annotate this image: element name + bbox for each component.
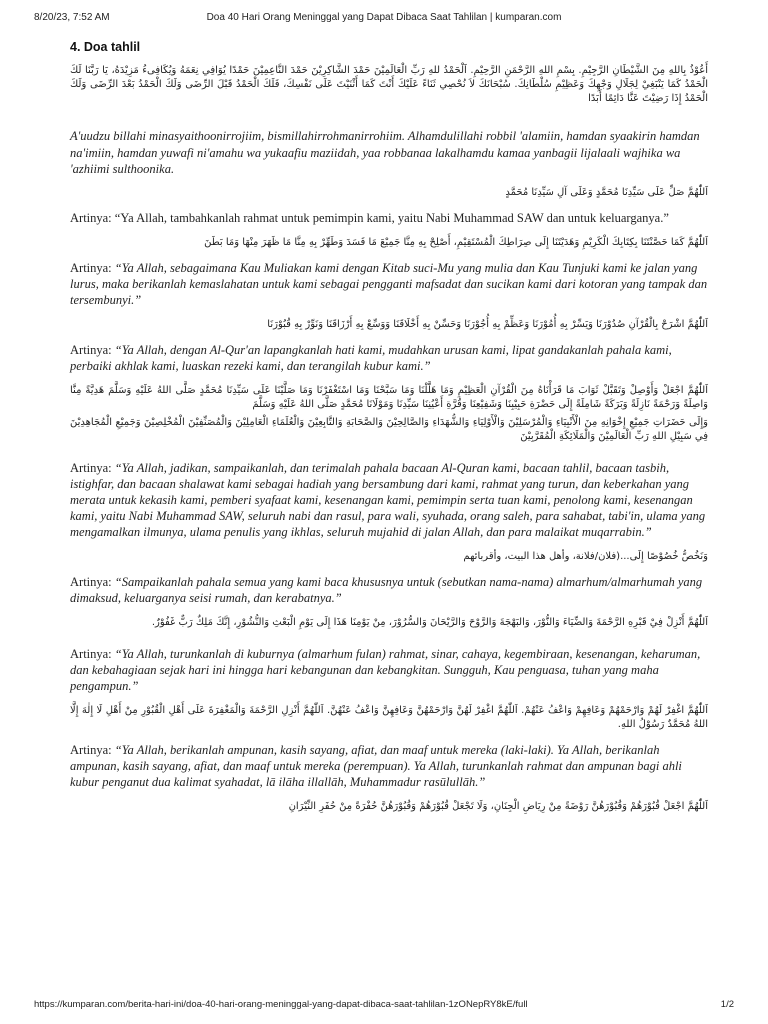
article-content [70, 40, 708, 824]
artinya-label: Artinya: [70, 342, 115, 357]
artinya-label: Artinya: [70, 574, 115, 589]
translation-paragraph [70, 460, 708, 540]
arabic-text: اَللّٰهُمَّ أَنْزِلْ فِيْ قَبْرِهِ الرَّحْمَةَ وَالضِّيَاءَ وَالنُّوْرَ، وَالبَهْجَةَ وَالرَّوْحَ وَالرَّيْحَانَ وَالسُّرُوْرَ، مِنْ يَوْمِنَا هَذَا إِلَى يَوْمِ الْبَعْثِ وَالنُّشُوْرِ، إِنَّكَ مَلِكٌ رَبٌّ غَفُوْرٌ. [151, 616, 708, 628]
arabic-text: اَللّٰهُمَّ اشْرَحْ بِالْقُرْآنِ صُدُوْرَنَا وَيَسِّرْ بِهِ أُمُوْرَنَا وَعَظِّمْ بِهِ أُجُوْرَنَا وَحَسِّنْ بِهِ أَخْلَاقَنَا وَوَسِّعْ بِهِ أَرْزَاقَنَا وَنَوِّرْ بِهِ قُبُوْرَنَا [267, 318, 708, 330]
artinya-label: Artinya: [70, 460, 115, 475]
page-url: https://kumparan.com/berita-hari-ini/doa-40-hari-orang-meninggal-yang-dapat-dibaca-saat-tahlilan-1zONepRY8kE/full [34, 999, 528, 1010]
translation-paragraph [70, 574, 708, 606]
page-number: 1/2 [720, 999, 734, 1010]
arabic-text: اَللّٰهُمَّ اغْفِرْ لَهُمْ وَارْحَمْهُمْ وَعَافِهِمْ وَاعْفُ عَنْهُمْ. اَللّٰهُمَّ اغْفِرْ لَهُنَّ وَارْحَمْهُنَّ وَعَافِهِنَّ وَاعْفُ عَنْهُنَّ. اَللّٰهُمَّ أَنْزِلِ الرَّحْمَةَ وَالْمَغْفِرَةَ عَلَى أَهْلِ الْقُبُوْرِ مِنْ أَهْلِ لَا إِلٰهَ إِلَّا اللهُ مُحَمَّدٌ رَسُوْلُ اللهِ. [70, 704, 708, 730]
print-footer [34, 999, 734, 1010]
print-header [34, 12, 734, 23]
arabic-text: اَللّٰهُمَّ كَمَا حَصَّنْتَنَا بِكِتَابِكَ الْكَرِيْمِ وَهَدَيْتَنَا إِلَى صِرَاطِكَ الْمُسْتَقِيْمِ، أَصْلِحْ بِهِ مِنَّا جَمِيْعَ مَا فَسَدَ وَطَهِّرْ بِهِ مِنَّا مَا ظَهَرَ مِنْهَا وَمَا بَطَنَ [204, 236, 708, 248]
arabic-text: اَللّٰهُمَّ اجْعَلْ وَأَوْصِلْ وَتَقَبَّلْ ثَوَابَ مَا قَرَأْنَاهُ مِنَ الْقُرْآنِ الْعَظِيْمِ وَمَا هَلَّلْنَا وَمَا سَبَّحْنَا وَمَا اسْتَغْفَرْنَا وَمَا صَلَّيْنَا عَلَى سَيِّدِنَا مُحَمَّدٍ صَلَّى اللهُ عَلَيْهِ وَسَلَّمَ هَدِيَّةً مِنَّا وَاصِلَةً وَرَحْمَةً نَازِلَةً وَبَرَكَةً شَامِلَةً إِلَى حَضْرَةِ حَبِيْبِنَا وَشَفِيْعِنَا وَقُرَّةِ أَعْيُنِنَا سَيِّدِنَا وَمَوْلَانَا مُحَمَّدٍ صَلَّى اللهُ عَلَيْهِ وَسَلَّمَ [70, 384, 708, 410]
translation-paragraph [70, 646, 708, 694]
translation-text: “Ya Allah, sebagaimana Kau Muliakan kami dengan Kitab suci-Mu yang mulia dan Kau Tunjuki kami ke jalan yang lurus, maka berikanlah kemaslahatan untuk kami sebagai pengganti mafsadat dan sucikan kami dari kotoran yang tampak dan tersembunyi.” [70, 260, 708, 307]
translation-text: “Sampaikanlah pahala semua yang kami baca khususnya untuk (sebutkan nama-nama) almarhum/almarhumah yang dimaksud, keluarganya seisi rumah, dan kerabatnya.” [70, 574, 703, 605]
arabic-text: وَإِلَى حَضَرَاتِ جَمِيْعِ إِخْوَانِهِ مِنَ الْأَنْبِيَاءِ وَالْمُرْسَلِيْنَ وَالْأَوْلِيَاءِ وَالشُّهَدَاءِ وَالصَّالِحِيْنَ وَالصَّحَابَةِ وَالتَّابِعِيْنَ وَالْعُلَمَاءِ الْعَامِلِيْنَ وَالْمُصَنِّفِيْنَ الْمُخْلِصِيْنَ وَجَمِيْعِ الْمُجَاهِدِيْنَ فِي سَبِيْلِ اللهِ رَبِّ الْعَالَمِيْنَ وَالْمَلَائِكَةِ الْمُقَرَّبِيْنَ [70, 416, 708, 442]
translation-text: “Ya Allah, jadikan, sampaikanlah, dan terimalah pahala bacaan Al-Quran kami, bacaan tahlil, bacaan tasbih, istighfar, dan bacaan shalawat kami sebagai hadiah yang bersambung dari kami, rahmat yang turun, dan keberkahan yang merata untuk kekasih kami, pemberi syafaat kami, kesenangan kami, pemimpin serta tuan kami, penolong kami, kesenangan kami, yaitu Nabi Muhammad SAW, seluruh nabi dan rasul, para wali, syuhada, orang saleh, para sahabat, tabi'in, ulama yang mengamalkan ilmunya, ulama penulis yang ikhlas, seluruh mujahid di jalan Allah, dan para malaikat muqarrabin.” [70, 460, 706, 539]
print-datetime: 8/20/23, 7:52 AM [34, 12, 110, 23]
arabic-text: اَللّٰهُمَّ صَلِّ عَلَى سَيِّدِنَا مُحَمَّدٍ وَعَلَى آلِ سَيِّدِنَا مُحَمَّدٍ [505, 186, 708, 198]
translation-paragraph [70, 742, 708, 790]
translation-paragraph [70, 342, 708, 374]
translation-text: “Ya Allah, berikanlah ampunan, kasih sayang, afiat, dan maaf untuk mereka (laki-laki). Ya Allah, berikanlah ampunan, kasih sayang, afiat, dan maaf untuk mereka (perempuan). Ya Allah, turunkanlah rahmat dan ampunan bagi ahli kubur penganut dua kalimat syahadat, lā ilāha illallāh, Muhammadur rasūlullāh.” [70, 742, 682, 789]
translation-paragraph [70, 210, 708, 226]
artinya-label: Artinya: [70, 210, 115, 225]
artinya-label: Artinya: [70, 260, 115, 275]
arabic-text: وَنَخُصُّ خُصُوْصًا إِلَى...(فلان/فلانة، وأهل هذا البيت، وأقربائهم [463, 550, 708, 562]
latin-transliteration: A'uudzu billahi minasyaithoonirrojiim, bismillahirrohmanirrohiim. Alhamdulillahi robbil 'alamiin, hamdan syaakirin hamdan na'imiin, hamdan yuwafi ni'amahu wa yukaafiu maziidah, yaa robbanaa lakalhamdu kamaa yanbagii lijalaali wajhika wa 'azhiimi sulthoonika. [70, 129, 700, 176]
print-page-title: Doa 40 Hari Orang Meninggal yang Dapat Dibaca Saat Tahlilan | kumparan.com [206, 12, 562, 23]
artinya-label: Artinya: [70, 742, 115, 757]
translation-paragraph [70, 260, 708, 308]
translation-text: “Ya Allah, tambahkanlah rahmat untuk pemimpin kami, yaitu Nabi Muhammad SAW dan untuk keluarganya.” [114, 210, 669, 225]
arabic-text: اَللّٰهُمَّ اجْعَلْ قُبُوْرَهُمْ وَقُبُوْرَهُنَّ رَوْضَةً مِنْ رِيَاضِ الْجِنَانِ، وَلَا تَجْعَلْ قُبُوْرَهُمْ وَقُبُوْرَهُنَّ حُفْرَةً مِنْ حُفَرِ النِّيْرَانِ [288, 800, 708, 812]
translation-text: “Ya Allah, turunkanlah di kuburnya (almarhum fulan) rahmat, sinar, cahaya, kegembiraan, kesenangan, keharuman, dan kebahagiaan sejak hari ini hingga hari kebangunan dan kebangkitan. Sungguh, Kau penguasa, tuhan yang maha pengampun.” [70, 646, 701, 693]
translation-text: “Ya Allah, dengan Al-Qur'an lapangkanlah hati kami, mudahkan urusan kami, lipat gandakanlah pahala kami, perbaiki akhlak kami, luaskan rezeki kami, dan terangilah kubur kami.” [70, 342, 672, 373]
artinya-label: Artinya: [70, 646, 115, 661]
section-heading: 4. Doa tahlil [70, 40, 141, 54]
arabic-text: أَعُوْذُ بِاللهِ مِنَ الشَّيْطَانِ الرَّجِيْمِ. بِسْمِ اللهِ الرَّحْمَنِ الرَّحِيْمِ. اَلْحَمْدُ للهِ رَبِّ الْعَالَمِيْنَ حَمْدَ الشَّاكِرِيْنَ حَمْدَ النَّاعِمِيْنَ حَمْدًا يُوَافِي نِعَمَهُ وَيُكَافِىءُ مَزِيْدَهُ، يَا رَبَّنَا لَكَ الْحَمْدُ كَمَا يَنْبَغِيْ لِجَلَالِ وَجْهِكَ وَعَظِيْمِ سُلْطَانِكَ. سُبْحَانَكَ لاَ نُحْصِي ثَنَاءً عَلَيْكَ أَنْتَ كَمَا أَثْنَيْتَ عَلَى نَفْسِكَ، فَلَكَ الْحَمْدُ قَبْلَ الرِّضَى وَلَكَ الْحَمْدُ بَعْدَ الرِّضَى وَلَكَ الْحَمْدُ إِذَا رَضِيْتَ عَنَّا دَائِمًا أَبَدًا [70, 65, 708, 104]
